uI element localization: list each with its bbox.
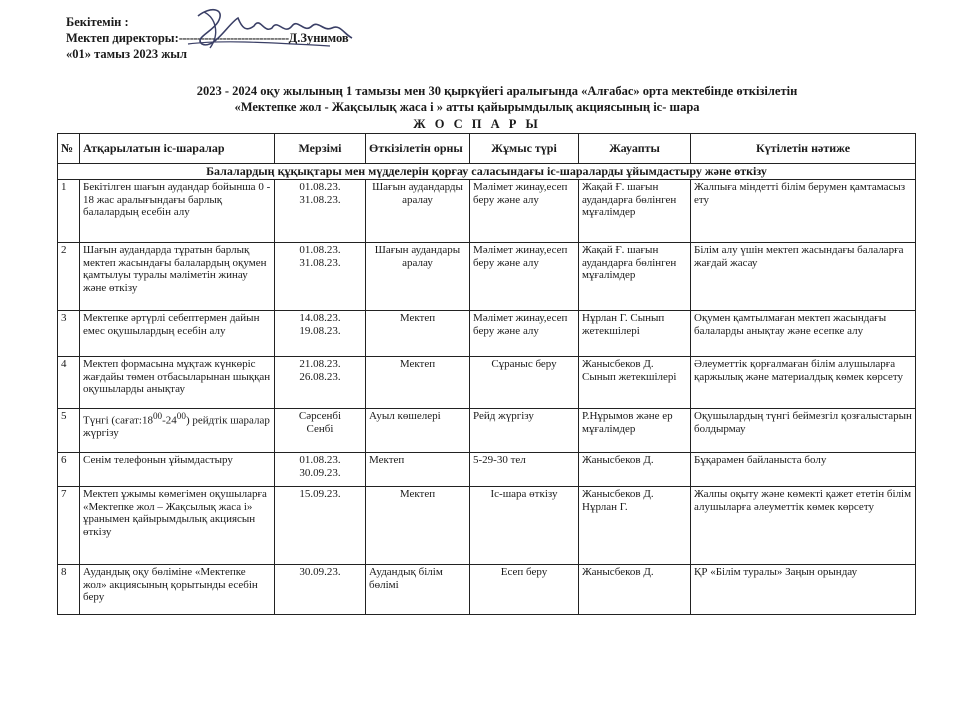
row-work-type: Рейд жүргізу	[470, 409, 579, 453]
table-header-row	[58, 134, 916, 164]
approval-title: Бекітемін :	[66, 15, 129, 29]
row-number: 1	[58, 180, 80, 243]
row-place: Мектеп	[366, 453, 470, 487]
header-activity: Атқарылатын іс-шаралар	[80, 134, 275, 164]
row-result: Жалпыға міндетті білім берумен қамтамасыз ету	[691, 180, 916, 243]
heading-line-1: 2023 - 2024 оқу жылының 1 тамызы мен 30 қыркүйегі аралығында «Алғабас» орта мектебінде өткізілетін	[196, 84, 798, 98]
table-row	[58, 487, 916, 565]
row-number: 7	[58, 487, 80, 565]
row-result: Әлеуметтік қорғалмаған білім алушыларға қаржылық және материалдық көмек көрсету	[691, 357, 916, 409]
row-number: 3	[58, 311, 80, 357]
row-work-type: Іс-шара өткізу	[470, 487, 579, 565]
table-row	[58, 357, 916, 409]
time-superscript-end: 00	[176, 411, 186, 421]
row-number: 8	[58, 565, 80, 615]
row-responsible: Жанысбеков Д.	[579, 565, 691, 615]
row-activity: Мектеп формасына мұқтаж күнкөріс жағдайы төмен отбасыларынан шыққан оқушыларды анықтау	[80, 357, 275, 409]
row-place: Ауыл көшелері	[366, 409, 470, 453]
section-title: Балалардың құқықтары мен мүдделерін қорғау саласындағы іс-шараларды ұйымдастыру және өткізу	[58, 164, 916, 180]
row-place: Шағын аудандарды аралау	[366, 180, 470, 243]
row-date: 01.08.23. 31.08.23.	[275, 180, 366, 243]
activity-text-mid: -24	[162, 414, 177, 427]
row-result: Оқумен қамтылмаған мектеп жасындағы балаларды анықтау және есепке алу	[691, 311, 916, 357]
row-work-type: Сұраныс беру	[470, 357, 579, 409]
row-number: 5	[58, 409, 80, 453]
heading-plan-title: Ж О С П А Р Ы	[413, 117, 541, 131]
row-responsible: Р.Нұрымов және ер мұғалімдер	[579, 409, 691, 453]
row-work-type: Есеп беру	[470, 565, 579, 615]
row-date: 21.08.23. 26.08.23.	[275, 357, 366, 409]
row-responsible: Жақай Ғ. шағын аудандарға бөлінген мұғалімдер	[579, 243, 691, 311]
director-label: Мектеп директоры:	[66, 31, 179, 45]
row-activity: Мектеп ұжымы көмегімен оқушыларға «Мектепке жол – Жақсылық жаса і» ұранымен қайырымдылық акциясын өткізу	[80, 487, 275, 565]
header-place: Өткізілетін орны	[366, 134, 470, 164]
row-place: Аудандық білім бөлімі	[366, 565, 470, 615]
row-place: Мектеп	[366, 311, 470, 357]
table-row	[58, 311, 916, 357]
table-row	[58, 409, 916, 453]
approval-date: «01» тамыз 2023 жыл	[66, 47, 188, 61]
header-result: Күтілетін нәтиже	[691, 134, 916, 164]
heading-line-2: «Мектепке жол - Жақсылық жаса і » атты қайырымдылық акциясының іс- шара	[234, 100, 700, 114]
row-date: 01.08.23. 30.09.23.	[275, 453, 366, 487]
header-responsible: Жауапты	[579, 134, 691, 164]
row-number: 6	[58, 453, 80, 487]
row-activity: Сенім телефонын ұйымдастыру	[80, 453, 275, 487]
row-responsible: Жанысбеков Д. Сынып жетекшілері	[579, 357, 691, 409]
row-number: 2	[58, 243, 80, 311]
row-result: Бұқарамен байланыста болу	[691, 453, 916, 487]
activity-text-start: Түнгі (сағат:18	[83, 414, 153, 427]
row-place: Мектеп	[366, 357, 470, 409]
row-result: ҚР «Білім туралы» Заңын орындау	[691, 565, 916, 615]
header-date: Мерзімі	[275, 134, 366, 164]
table-row	[58, 180, 916, 243]
header-number: №	[58, 134, 80, 164]
row-result: Білім алу үшін мектеп жасындағы балаларға жағдай жасау	[691, 243, 916, 311]
row-activity	[80, 409, 275, 453]
director-signature	[180, 4, 360, 54]
row-activity: Мектепке әртүрлі себептермен дайын емес оқушылардың есебін алу	[80, 311, 275, 357]
row-date: Сәрсенбі Сенбі	[275, 409, 366, 453]
row-number: 4	[58, 357, 80, 409]
row-result: Жалпы оқыту және көмекті қажет ететін білім алушыларға әлеуметтік көмек көрсету	[691, 487, 916, 565]
row-date: 30.09.23.	[275, 565, 366, 615]
row-activity: Бекітілген шағын аудандар бойынша 0 - 18 жас аралығындағы барлық балалардың есебін алу	[80, 180, 275, 243]
time-superscript-start: 00	[152, 411, 163, 421]
header-work-type: Жұмыс түрі	[470, 134, 579, 164]
row-date: 01.08.23. 31.08.23.	[275, 243, 366, 311]
row-responsible: Жанысбеков Д.	[579, 453, 691, 487]
table-row	[58, 565, 916, 615]
row-responsible: Нұрлан Г. Сынып жетекшілері	[579, 311, 691, 357]
row-place: Мектеп	[366, 487, 470, 565]
row-work-type: Мәлімет жинау,есеп беру және алу	[470, 311, 579, 357]
row-work-type: Мәлімет жинау,есеп беру және алу	[470, 180, 579, 243]
row-place: Шағын аудандары аралау	[366, 243, 470, 311]
row-responsible: Жанысбеков Д. Нұрлан Г.	[579, 487, 691, 565]
row-activity: Шағын аудандарда тұратын барлық мектеп жасындағы балалардың оқумен қамтылуы туралы мәліметін жинау және өткізу	[80, 243, 275, 311]
row-date: 14.08.23. 19.08.23.	[275, 311, 366, 357]
row-result: Оқушылардың түнгі беймезгіл қозғалыстарын болдырмау	[691, 409, 916, 453]
section-row	[58, 164, 916, 180]
row-work-type: 5-29-30 тел	[470, 453, 579, 487]
table-row	[58, 243, 916, 311]
plan-table	[57, 133, 916, 615]
table-row	[58, 453, 916, 487]
row-date: 15.09.23.	[275, 487, 366, 565]
director-name: Д.Зунимов	[288, 31, 349, 45]
row-responsible: Жақай Ғ. шағын аудандарға бөлінген мұғалімдер	[579, 180, 691, 243]
row-work-type: Мәлімет жинау,есеп беру және алу	[470, 243, 579, 311]
activity-text-end: ) рейдтік шаралар жүргізу	[83, 414, 270, 440]
signature-dashes: ------------------------------	[178, 31, 289, 45]
row-activity: Аудандық оқу бөліміне «Мектепке жол» акциясының қорытынды есебін беру	[80, 565, 275, 615]
